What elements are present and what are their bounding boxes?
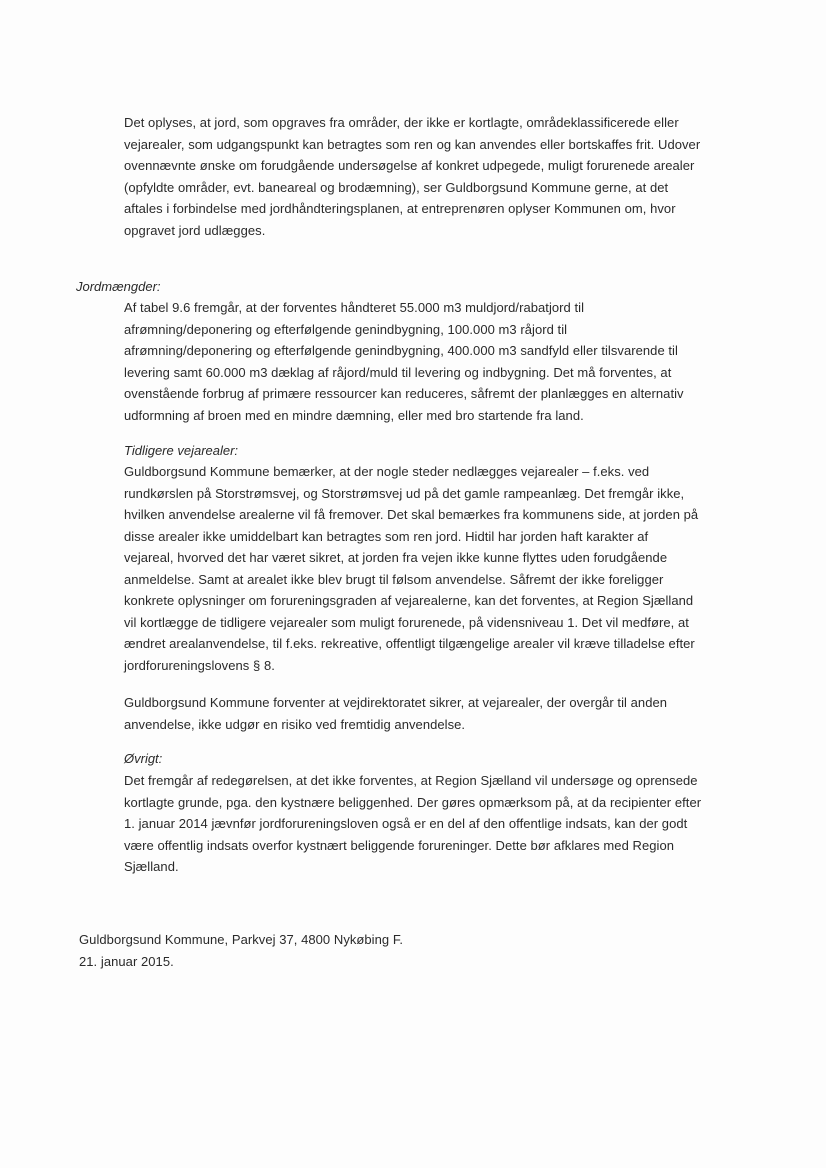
- text-line: opgravet jord udlægges.: [124, 222, 266, 238]
- text-line: vil kortlægge de tidligere vejarealer som muligt forurenede, på vidensniveau 1. Det vil medføre, at: [124, 614, 689, 630]
- text-line: udformning af broen med en mindre dæmning, eller med bro startende fra land.: [124, 407, 584, 423]
- text-line: afrømning/deponering og efterfølgende genindbygning, 100.000 m3 råjord til: [124, 321, 568, 337]
- tidligere-vejarealer-paragraph: [124, 461, 746, 676]
- text-line: disse arealer ikke umiddelbart kan betragtes som ren jord. Hidtil har jorden haft karakter af: [124, 528, 649, 544]
- text-line: Guldborgsund Kommune forventer at vejdirektoratet sikrer, at vejarealer, der overgår til anden: [124, 695, 668, 710]
- ovrigt-paragraph: [124, 770, 746, 878]
- text-line: levering samt 60.000 m3 dæklag af råjord/muld til levering og indbygning. Det må forventes, at: [124, 364, 672, 380]
- text-line: anmeldelse. Samt at arealet ikke blev brugt til følsom anvendelse. Såfremt der ikke foreligger: [124, 571, 664, 587]
- text-line: anvendelse, ikke udgør en risiko ved fremtidig anvendelse.: [124, 716, 466, 732]
- text-line: konkrete oplysninger om forureningsgraden af vejarealerne, kan det forventes, at Region Sjælland: [124, 593, 694, 608]
- text-line: ovennævnte ønske om forudgående undersøgelse af konkret udpegede, muligt forurenede arealer: [124, 158, 695, 173]
- text-line: Af tabel 9.6 fremgår, at der forventes håndteret 55.000 m3 muldjord/rabatjord til: [124, 300, 585, 315]
- text-line: aftales i forbindelse med jordhåndteringsplanen, at entreprenøren oplyser Kommunen om, hvor: [124, 201, 676, 216]
- text-line: (opfyldte områder, evt. baneareal og brodæmning), ser Guldborgsund Kommune gerne, at det: [124, 179, 669, 195]
- text-line: jordforureningslovens § 8.: [124, 657, 275, 673]
- text-line: 1. januar 2014 jævnfør jordforureningsloven også er en del af den offentlige indsats, kan der godt: [124, 816, 688, 831]
- text-line: kortlagte grunde, pga. den kystnære beliggenhed. Der gøres opmærksom på, at da recipienter efter: [124, 794, 702, 810]
- footer-address: Guldborgsund Kommune, Parkvej 37, 4800 Nykøbing F.: [79, 932, 404, 947]
- text-line: Sjælland.: [124, 859, 179, 874]
- text-line: hvilken anvendelse arealerne vil få fremover. Det skal bemærkes fra kommunens side, at jorden på: [124, 507, 699, 522]
- section-heading-ovrigt: Øvrigt:: [124, 751, 163, 766]
- text-line: være offentlig indsats overfor kystnært beliggende forureninger. Dette bør afklares med Region: [124, 837, 675, 853]
- text-line: Det oplyses, at jord, som opgraves fra områder, der ikke er kortlagte, områdeklassificerede eller: [124, 115, 679, 130]
- vejdirektoratet-paragraph: [124, 692, 746, 735]
- footer-signature: [79, 929, 679, 972]
- text-line: afrømning/deponering og efterfølgende genindbygning, 400.000 m3 sandfyld eller tilsvarende til: [124, 343, 678, 358]
- footer-date: 21. januar 2015.: [79, 953, 174, 969]
- text-line: ændret arealanvendelse, til f.eks. rekreative, offentligt tilgængelige arealer vil kræve tilladelse efter: [124, 636, 695, 651]
- text-line: Det fremgår af redegørelsen, at det ikke forventes, at Region Sjælland vil undersøge og oprensede: [124, 773, 698, 788]
- text-line: ovenstående forbrug af primære ressourcer kan reduceres, såfremt der planlægges en alternativ: [124, 386, 684, 401]
- text-line: Guldborgsund Kommune bemærker, at der nogle steder nedlægges vejarealer – f.eks. ved: [124, 464, 650, 479]
- intro-paragraph: [124, 112, 746, 241]
- section-heading-tidligere-vejarealer: Tidligere vejarealer:: [124, 443, 239, 458]
- text-line: rundkørslen på Storstrømsvej, og Storstrømsvej ud på det gamle rampeanlæg. Det fremgår ikke,: [124, 485, 685, 501]
- jordmaengder-paragraph: [124, 297, 746, 426]
- text-line: vejareal, hvorved det har været sikret, at jorden fra vejen ikke kunne flyttes uden forudgående: [124, 550, 668, 565]
- section-heading-jordmaengder: Jordmængder:: [76, 279, 161, 294]
- text-line: vejarealer, som udgangspunkt kan betragtes som ren og kan anvendes eller bortskaffes frit. Udover: [124, 136, 701, 152]
